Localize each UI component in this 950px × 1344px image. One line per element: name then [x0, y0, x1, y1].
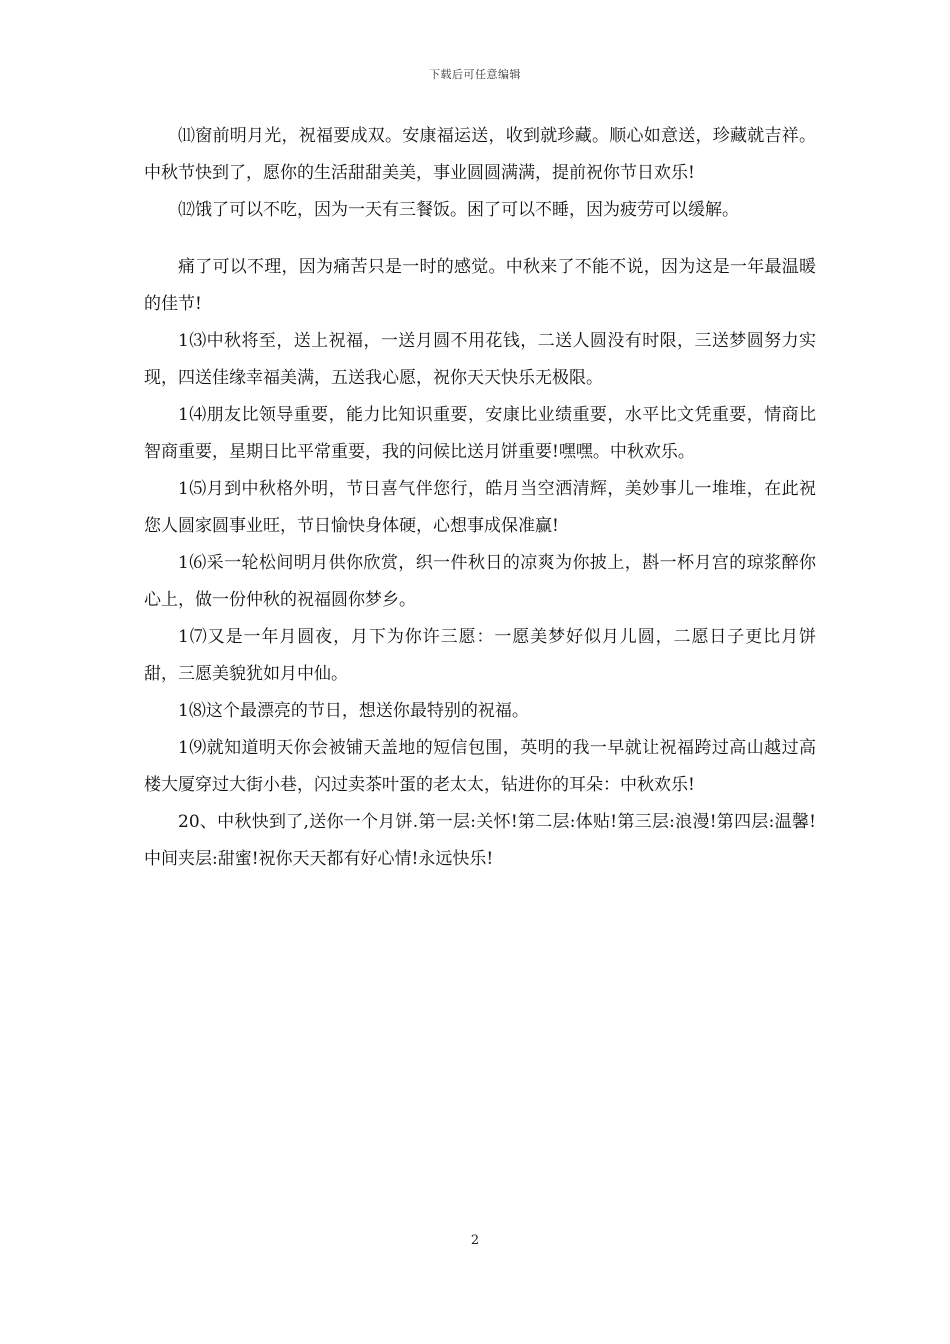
- paragraph-17: 1⑺又是一年月圆夜，月下为你许三愿：一愿美梦好似月儿圆，二愿日子更比月饼甜，三愿美貌犹如月中仙。: [144, 627, 816, 684]
- paragraph-19: 1⑼就知道明天你会被铺天盖地的短信包围，英明的我一早就让祝福跨过高山越过高楼大厦穿过大街小巷，闪过卖茶叶蛋的老太太，钻进你的耳朵：中秋欢乐!: [144, 738, 816, 795]
- paragraph-13: 1⑶中秋将至，送上祝福，一送月圆不用花钱，二送人圆没有时限，三送梦圆努力实现，四送佳缘幸福美满，五送我心愿，祝你天天快乐无极限。: [144, 331, 816, 388]
- paragraph-14: 1⑷朋友比领导重要，能力比知识重要，安康比业绩重要，水平比文凭重要，情商比智商重要，星期日比平常重要，我的问候比送月饼重要!嘿嘿。中秋欢乐。: [144, 405, 816, 462]
- document-body: [144, 118, 816, 878]
- paragraph-16: 1⑹采一轮松间明月供你欣赏，织一件秋日的凉爽为你披上，斟一杯月宫的琼浆醉你心上，做一份仲秋的祝福圆你梦乡。: [144, 553, 816, 610]
- paragraph-11: ⑾窗前明月光，祝福要成双。安康福运送，收到就珍藏。顺心如意送，珍藏就吉祥。中秋节快到了，愿你的生活甜甜美美，事业圆圆满满，提前祝你节日欢乐!: [144, 126, 816, 183]
- paragraph-12: ⑿饿了可以不吃，因为一天有三餐饭。困了可以不睡，因为疲劳可以缓解。: [178, 200, 739, 220]
- page-header: 下载后可任意编辑: [429, 68, 521, 81]
- page-number: 2: [470, 1233, 480, 1248]
- paragraph-18: 1⑻这个最漂亮的节日，想送你最特别的祝福。: [178, 701, 529, 721]
- paragraph-12-continued: 痛了可以不理，因为痛苦只是一时的感觉。中秋来了不能不说，因为这是一年最温暖的佳节!: [144, 257, 816, 314]
- paragraph-20: 20、中秋快到了,送你一个月饼.第一层:关怀!第二层:体贴!第三层:浪漫!第四层:温馨!中间夹层:甜蜜!祝你天天都有好心情!永远快乐!: [144, 812, 816, 869]
- paragraph-gap: [144, 229, 816, 249]
- paragraph-15: 1⑸月到中秋格外明，节日喜气伴您行，皓月当空洒清辉，美妙事儿一堆堆，在此祝您人圆家圆事业旺，节日愉快身体硬，心想事成保准赢!: [144, 479, 816, 536]
